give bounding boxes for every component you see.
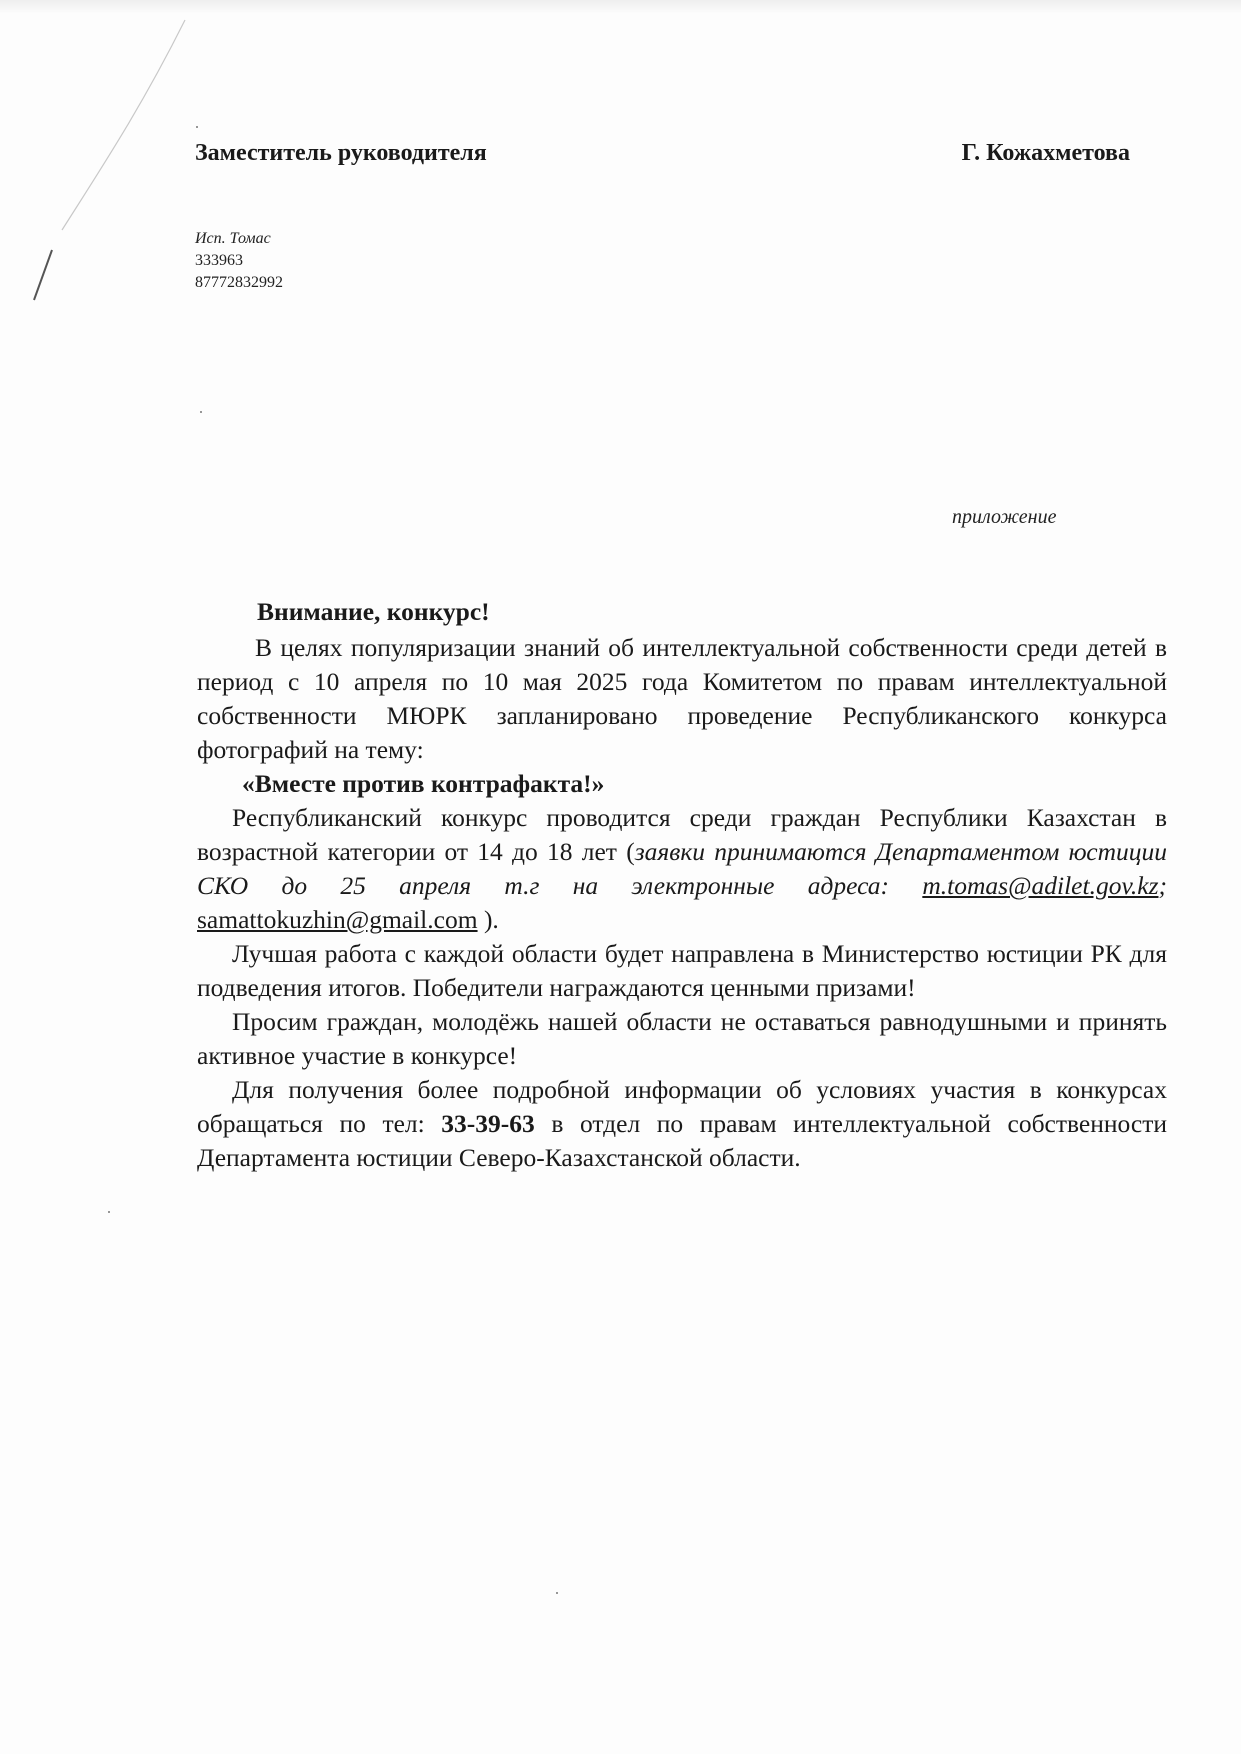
scan-speck	[108, 1211, 110, 1213]
signatory-position: Заместитель руководителя	[195, 140, 487, 166]
executor-phone-2: 87772832992	[195, 274, 283, 291]
contacts-text-end: в отдел по правам интеллектуальной собственности Департамента юстиции Северо-Казахстанской области.	[197, 1109, 1167, 1172]
signatory-name: Г. Кожахметова	[961, 140, 1130, 166]
email-separator: ;	[1158, 871, 1167, 900]
scan-speck	[556, 1592, 558, 1594]
submission-note: заявки принимаются Департаментом юстиции СКО до 25 апреля т.г на электронные адреса:	[197, 837, 1168, 900]
eligibility-text: Республиканский конкурс проводится среди граждан Республики Казахстан в возрастной категории от 14 до 18 лет (	[197, 803, 1167, 866]
executor-name: Исп. Томас	[195, 230, 271, 247]
scan-speck	[200, 411, 202, 413]
email-link-2[interactable]: samattokuzhin@gmail.com	[197, 905, 478, 934]
executor-info	[195, 228, 283, 294]
scan-edge-mark	[0, 0, 220, 340]
email-link-1[interactable]: m.tomas@adilet.gov.kz	[922, 871, 1159, 900]
paragraph-eligibility	[197, 801, 1167, 937]
eligibility-end: ).	[477, 905, 499, 934]
attachment-label: приложение	[952, 506, 1057, 528]
contest-theme: «Вместе против контрафакта!»	[242, 769, 605, 798]
signature-block	[195, 140, 1130, 167]
executor-phone-1: 333963	[195, 252, 243, 269]
paragraph-awards: Лучшая работа с каждой области будет направлена в Министерство юстиции РК для подведения итогов. Победители награждаются ценными призами!	[197, 939, 1167, 1002]
paragraph-intro: В целях популяризации знаний об интеллектуальной собственности среди детей в период с 10 апреля по 10 мая 2025 года Комитетом по правам интеллектуальной собственности МЮРК запланировано проведение Республиканского конкурса фотографий на тему:	[197, 633, 1167, 764]
announcement-body	[197, 595, 1167, 1175]
announcement-heading: Внимание, конкурс!	[257, 597, 490, 626]
paragraph-appeal: Просим граждан, молодёжь нашей области не оставаться равнодушными и принять активное участие в конкурсе!	[197, 1007, 1167, 1070]
contact-phone: 33-39-63	[441, 1109, 535, 1138]
paragraph-contacts	[197, 1073, 1167, 1175]
scan-speck	[196, 126, 198, 128]
contacts-text: Для получения более подробной информации об условиях участия в конкурсах обращаться по тел:	[197, 1075, 1167, 1138]
